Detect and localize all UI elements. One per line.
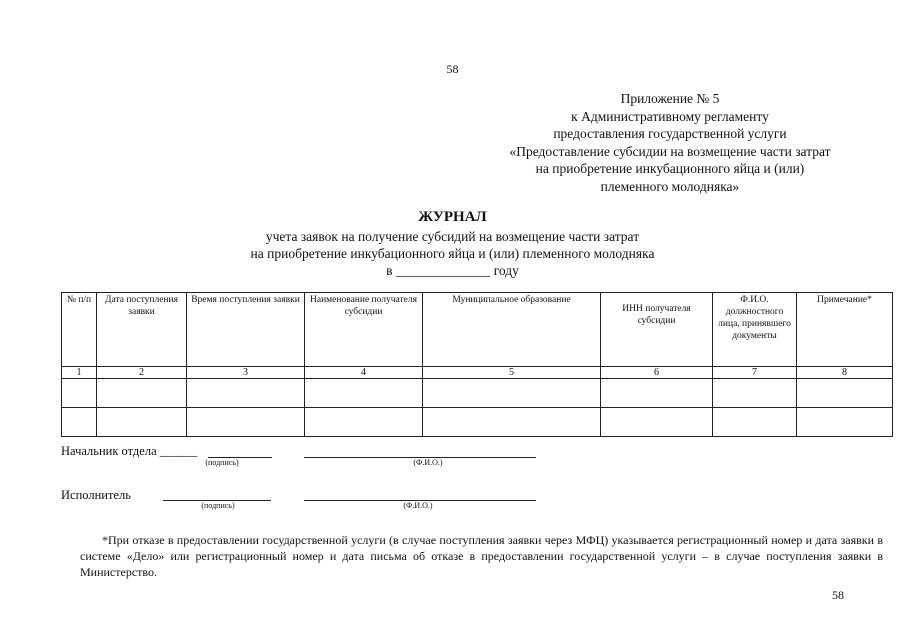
table-number-row: [62, 367, 893, 379]
appendix-line-2: к Административному регламенту: [571, 108, 769, 124]
journal-title: ЖУРНАЛ: [418, 209, 487, 225]
executor-name-caption: (Ф.И.О.): [403, 501, 433, 510]
page-number-bottom: 58: [832, 588, 844, 602]
subtitle-line-1: учета заявок на получение субсидий на возмещение части затрат: [265, 229, 640, 244]
table-cell: [601, 408, 713, 437]
journal-subtitle: [0, 228, 905, 279]
header-cell: Ф.И.О. должностного лица, принявшего документы: [713, 293, 797, 367]
executor-signature-caption: (подпись): [201, 501, 235, 510]
appendix-line-3: предоставления государственной услуги: [553, 126, 787, 141]
table-cell: [305, 408, 423, 437]
table-cell: [797, 408, 893, 437]
appendix-block: [470, 90, 870, 195]
column-number-cell: 2: [97, 367, 187, 379]
head-signature-caption: (подпись): [205, 458, 239, 467]
footnote: [80, 532, 883, 580]
header-cell: ИНН получателя субсидии: [601, 293, 713, 367]
subtitle-line-3: в ______________ году: [386, 263, 519, 278]
appendix-line-1: Приложение № 5: [620, 91, 720, 106]
subtitle-line-2: на приобретение инкубационного яйца и (или) племенного молодняка: [250, 246, 655, 261]
journal-table: [61, 292, 893, 437]
column-number-cell: 7: [713, 367, 797, 379]
table-cell: [187, 379, 305, 408]
table-cell: [601, 379, 713, 408]
head-underscores: ______: [159, 444, 198, 458]
column-number-cell: 5: [423, 367, 601, 379]
appendix-line-4: «Предоставление субсидии на возмещение части затрат: [509, 143, 831, 159]
table-cell: [62, 408, 97, 437]
column-number-cell: 1: [62, 367, 97, 379]
table-cell: [187, 408, 305, 437]
head-name-caption: (Ф.И.О.): [413, 458, 443, 467]
table-cell: [423, 408, 601, 437]
column-number-cell: 6: [601, 367, 713, 379]
appendix-line-5: на приобретение инкубационного яйца и (или): [535, 161, 805, 176]
table-cell: [713, 408, 797, 437]
table-cell: [97, 379, 187, 408]
header-cell: Муниципальное образование: [423, 293, 601, 367]
column-number-cell: 3: [187, 367, 305, 379]
header-cell: Время поступления заявки: [187, 293, 305, 367]
header-cell: № п/п: [62, 293, 97, 367]
table-cell: [97, 408, 187, 437]
executor-label: Исполнитель: [61, 488, 131, 502]
head-of-department-label: Начальник отдела ______: [61, 444, 198, 458]
table-row: [62, 379, 893, 408]
appendix-line-6: племенного молодняка»: [600, 178, 740, 194]
table-header-row: [62, 293, 893, 367]
page-number-top: 58: [446, 62, 459, 76]
header-cell: Примечание*: [797, 293, 893, 367]
table-cell: [305, 379, 423, 408]
footnote-text: *При отказе в предоставлении государственной услуги (в случае поступления заявки через МФЦ) указывается регистрационный номер и дата заявки в системе «Дело» или регистрационный номер и дата письма об отказе в предоставлении государственной услуги – в случае поступления заявки в Министерство.: [80, 533, 883, 579]
table-row: [62, 408, 893, 437]
table-cell: [423, 379, 601, 408]
header-cell: Наименование получателя субсидии: [305, 293, 423, 367]
header-cell: Дата поступления заявки: [97, 293, 187, 367]
column-number-cell: 8: [797, 367, 893, 379]
table-cell: [62, 379, 97, 408]
table-cell: [713, 379, 797, 408]
table-cell: [797, 379, 893, 408]
column-number-cell: 4: [305, 367, 423, 379]
